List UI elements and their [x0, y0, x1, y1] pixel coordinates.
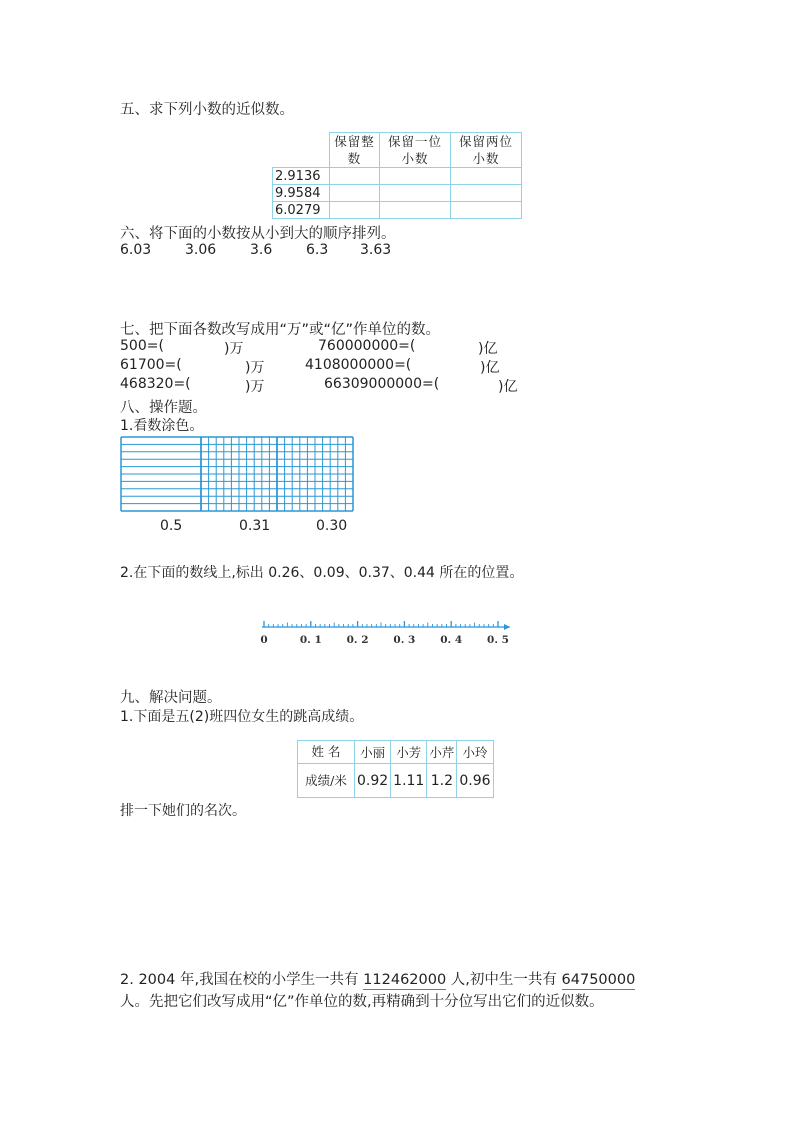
tick-label: 0. 2 — [346, 634, 369, 646]
student-name: 小芹 — [427, 741, 457, 764]
grid-value: 0.5 — [160, 518, 183, 534]
high-jump-table — [297, 740, 494, 798]
answer-cell[interactable] — [330, 185, 380, 202]
header-one-decimal: 保留一位 小数 — [380, 133, 451, 168]
number-line-arrow — [504, 624, 510, 630]
approximation-table — [272, 132, 522, 219]
section-5-title: 五、求下列小数的近似数。 — [120, 102, 294, 118]
conversion-unit: )亿 — [498, 379, 518, 395]
answer-cell[interactable] — [451, 185, 522, 202]
tick-label: 0 — [260, 634, 268, 646]
student-name: 小丽 — [355, 741, 391, 764]
section-7-title: 七、把下面各数改写成用“万”或“亿”作单位的数。 — [120, 322, 441, 338]
conversion-unit: )万 — [245, 379, 265, 395]
student-score: 0.92 — [355, 764, 391, 798]
name-row-head: 姓 名 — [298, 741, 355, 764]
conversion-unit: )万 — [245, 360, 265, 376]
question-8-1: 1.看数涂色。 — [120, 418, 204, 434]
header-integer: 保留整 数 — [330, 133, 380, 168]
tick-label: 0. 1 — [299, 634, 322, 646]
answer-cell[interactable] — [451, 168, 522, 185]
conversion-unit: )亿 — [478, 341, 498, 357]
conversion-item: 61700=( — [120, 357, 182, 373]
coloring-grids — [120, 436, 354, 512]
primary-students-number: 112462000 — [363, 972, 447, 988]
section-9-title: 九、解决问题。 — [120, 690, 222, 706]
answer-cell[interactable] — [330, 202, 380, 219]
tick-label: 0. 3 — [393, 634, 416, 646]
number-line[interactable] — [255, 617, 517, 651]
grid-value: 0.31 — [239, 518, 271, 534]
number-item: 3.06 — [185, 242, 217, 258]
header-two-decimal: 保留两位 小数 — [451, 133, 522, 168]
answer-cell[interactable] — [330, 168, 380, 185]
question-9-1: 1.下面是五(2)班四位女生的跳高成绩。 — [120, 709, 364, 725]
question-9-2-line2: 人。先把它们改写成用“亿”作单位的数,再精确到十分位写出它们的近似数。 — [120, 994, 604, 1010]
number-item: 3.6 — [250, 242, 273, 258]
conversion-item: 468320=( — [120, 376, 191, 392]
answer-cell[interactable] — [380, 202, 451, 219]
student-name: 小玲 — [457, 741, 493, 764]
answer-cell[interactable] — [451, 202, 522, 219]
number-item: 6.3 — [306, 242, 329, 258]
section-8-title: 八、操作题。 — [120, 400, 207, 416]
conversion-unit: )亿 — [480, 360, 500, 376]
answer-cell[interactable] — [380, 168, 451, 185]
grid-value: 0.30 — [316, 518, 348, 534]
row-number: 9.9584 — [273, 185, 330, 202]
conversion-item: 4108000000=( — [305, 357, 412, 373]
row-number: 2.9136 — [273, 168, 330, 185]
section-6-title: 六、将下面的小数按从小到大的顺序排列。 — [120, 226, 396, 242]
ranking-prompt: 排一下她们的名次。 — [120, 803, 246, 819]
conversion-item: 760000000=( — [318, 338, 416, 354]
tick-label: 0. 4 — [440, 634, 463, 646]
student-score: 1.11 — [391, 764, 427, 798]
answer-cell[interactable] — [380, 185, 451, 202]
corner-cell — [273, 133, 330, 168]
score-row-head: 成绩/米 — [298, 764, 355, 798]
student-score: 0.96 — [457, 764, 493, 798]
tick-label: 0. 5 — [487, 634, 509, 646]
conversion-unit: )万 — [224, 341, 244, 357]
student-name: 小芳 — [391, 741, 427, 764]
question-9-2-line1: 2. 2004 年,我国在校的小学生一共有 112462000 人,初中生一共有 64750000 — [120, 972, 636, 988]
student-score: 1.2 — [427, 764, 457, 798]
middle-students-number: 64750000 — [561, 972, 636, 988]
number-item: 6.03 — [120, 242, 152, 258]
conversion-item: 500=( — [120, 338, 164, 354]
number-item: 3.63 — [360, 242, 392, 258]
conversion-item: 66309000000=( — [324, 376, 440, 392]
row-number: 6.0279 — [273, 202, 330, 219]
question-8-2: 2.在下面的数线上,标出 0.26、0.09、0.37、0.44 所在的位置。 — [120, 565, 524, 581]
